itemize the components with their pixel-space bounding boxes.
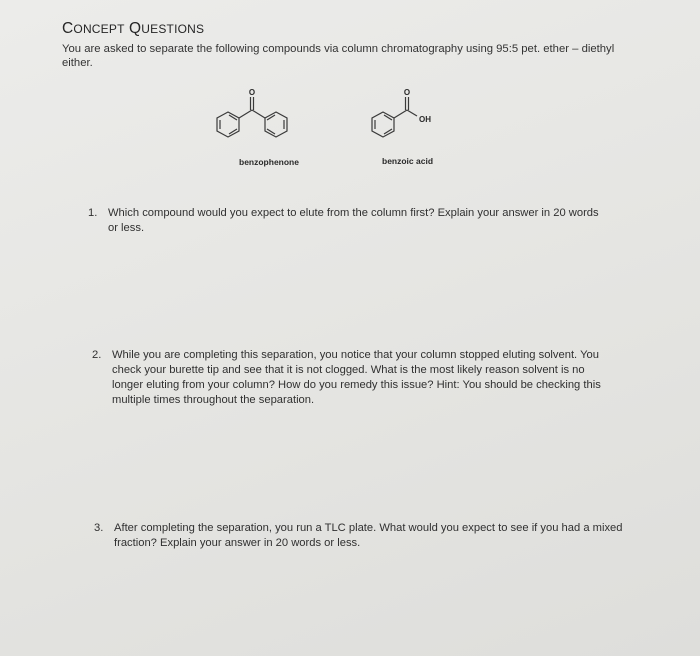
benzophenone-oxygen-label: O — [248, 88, 256, 97]
question-text: While you are completing this separation, you notice that your column stopped eluting solvent. You check your burette tip and see that it is not clogged. What is the most likely reason solvent is no longer eluting from your column? How do you remedy this issue? Hint: You should be checking this multiple times throughout the separation. — [112, 349, 601, 406]
title-word-questions: UESTIONS — [141, 22, 205, 36]
page-title — [62, 20, 204, 38]
title-initial-c: C — [62, 20, 74, 37]
intro-paragraph: You are asked to separate the following compounds via column chromatography using 95:5 pet. ether – diethyl either. — [62, 43, 615, 69]
question-text: After completing the separation, you run a TLC plate. What would you expect to see if you had a mixed fraction? Explain your answer in 20 words or less. — [114, 522, 623, 549]
benzoic-acid-hydroxyl-label: OH — [419, 115, 431, 124]
question-number: 1. — [88, 207, 98, 219]
benzophenone-structure — [212, 86, 332, 156]
title-initial-q: Q — [129, 20, 142, 37]
benzoic-acid-structure — [367, 86, 477, 156]
benzophenone-label: benzophenone — [239, 157, 299, 167]
benzoic-acid-carbonyl-oxygen-label: O — [403, 88, 411, 97]
question-text: Which compound would you expect to elute from the column first? Explain your answer in 20 words or less. — [108, 207, 599, 234]
title-word-concept: ONCEPT — [73, 22, 125, 36]
compound-structures — [212, 86, 472, 166]
question-number: 2. — [92, 349, 102, 361]
benzoic-acid-label: benzoic acid — [382, 156, 434, 166]
question-number: 3. — [94, 522, 104, 534]
